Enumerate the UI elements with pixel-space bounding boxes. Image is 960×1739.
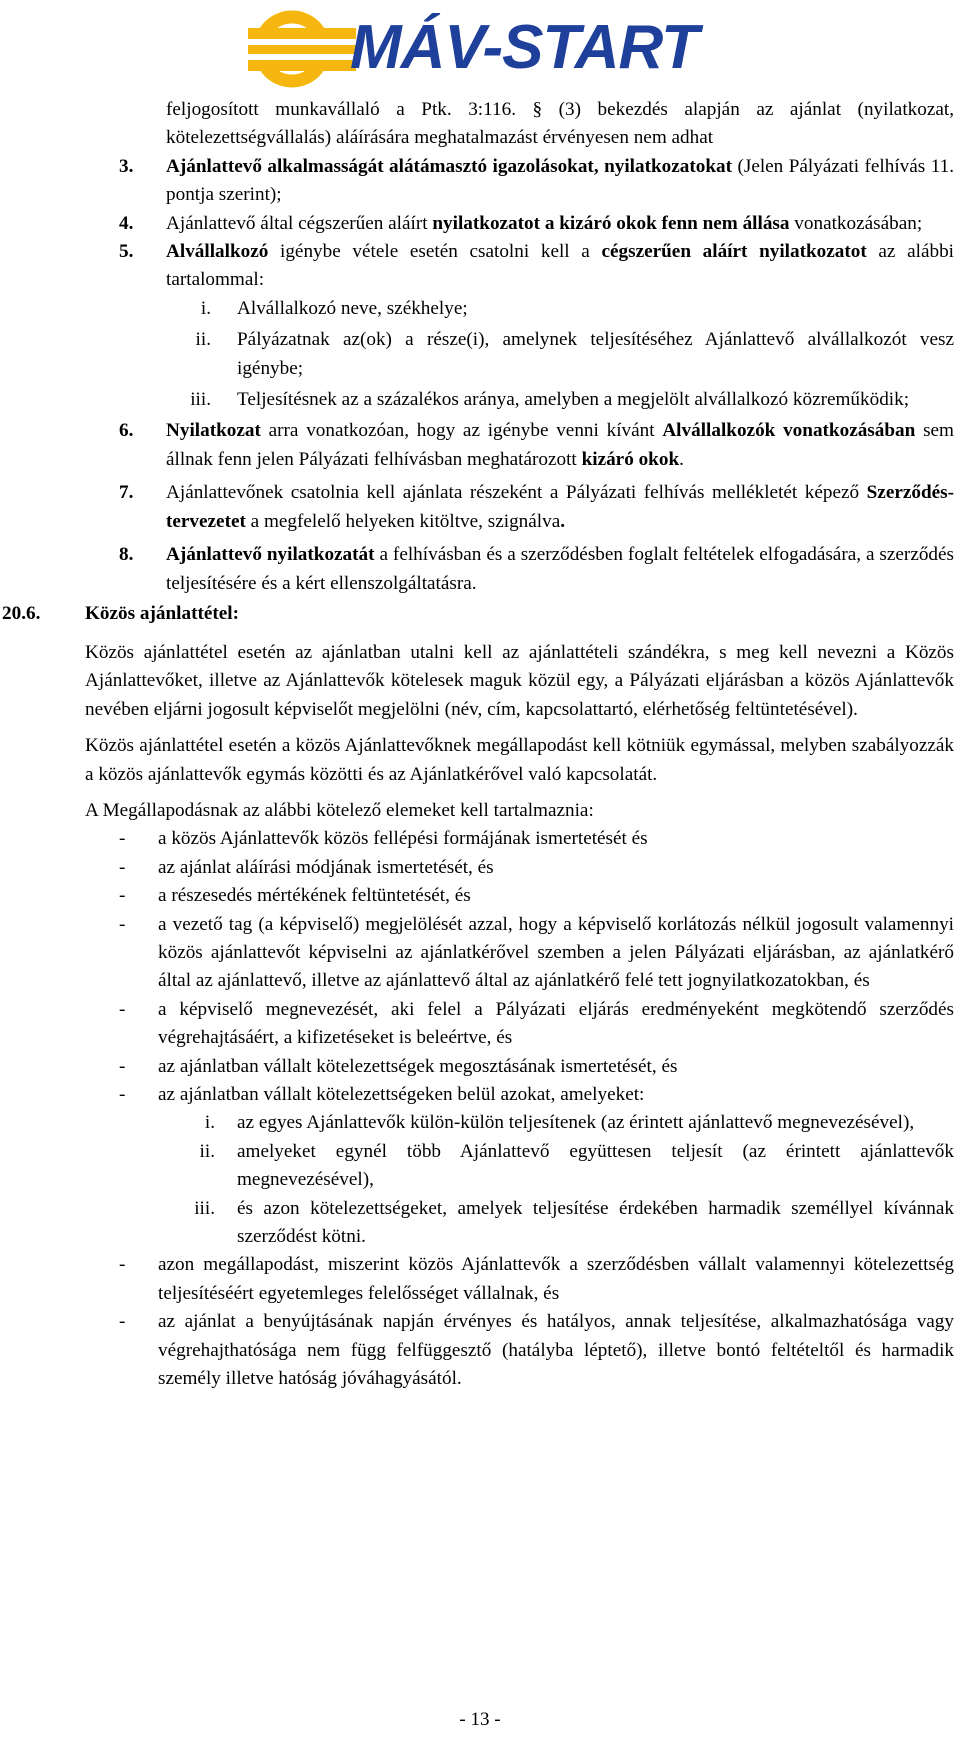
section-title: Közös ajánlattétel:: [85, 602, 239, 624]
dash-item-text: a képviselő megnevezését, aki felel a Pályázati eljárás eredményeként megkötendő szerződés végrehajtásáért, a kifizetéseket is beleértve, és: [158, 998, 954, 1049]
item-text: Alvállalkozó igénybe vétele esetén csatolni kell a cégszerűen aláírt nyilatkozatot az alábbi tartalommal:: [166, 241, 955, 291]
item-text: Ajánlattevő által cégszerűen aláírt nyilatkozatot a kizáró okok fenn nem állása vonatkozásában;: [166, 212, 923, 234]
dash-marker: -: [119, 828, 126, 850]
dash-item-text: az ajánlat aláírási módjának ismertetését, és: [158, 856, 494, 878]
sub-item: [0, 386, 960, 414]
dash-item-text: az ajánlatban vállalt kötelezettségeken belül azokat, amelyeket:: [158, 1084, 645, 1105]
item-text: Ajánlattevő alkalmasságát alátámasztó igazolásokat, nyilatkozatokat (Jelen Pályázati felhívás 11. pontja szerint);: [166, 155, 954, 206]
sub-item: [0, 1195, 960, 1252]
sub-item-number: i.: [204, 1112, 215, 1134]
dash-item-text: a részesedés mértékének feltüntetését, és: [158, 885, 471, 907]
item-text: Ajánlattevőnek csatolnia kell ajánlata részeként a Pályázati felhívás mellékletét képező Szerződés-tervezetet a megfelelő helyeken kitöltve, szignálva.: [166, 482, 954, 532]
sub-item: [0, 326, 960, 383]
sub-item: [0, 1138, 960, 1195]
dash-list-item: [0, 1081, 960, 1109]
dash-marker: -: [119, 998, 126, 1020]
item-text: Ajánlattevő nyilatkozatát a felhívásban és a szerződésben foglalt feltételek elfogadására, a szerződés teljesítésére és a kért ellenszolgáltatásra.: [166, 544, 955, 594]
paragraph: Közös ajánlattétel esetén a közös Ajánlattevőknek megállapodást kell kötniük egymással, melyben szabályozzák a közös ajánlattevők egymás közötti és az Ajánlatkérővel való kapcsolatát.: [85, 735, 954, 785]
sub-item-number: iii.: [194, 1197, 215, 1219]
sub-item-text: az egyes Ajánlattevők külön-külön teljesítenek (az érintett ajánlattevő megnevezésével),: [237, 1112, 915, 1134]
list-item-5: [0, 238, 960, 295]
dash-list-item: [0, 1308, 960, 1393]
dash-marker: -: [119, 1055, 126, 1077]
sub-item-text: Alvállalkozó neve, székhelye;: [237, 297, 468, 319]
dash-item-text: az ajánlat a benyújtásának napján érvényes és hatályos, annak teljesítése, alkalmazhatósága vagy végrehajthatósága nem függ felfüggesztő (hatályba léptető), illetve bontó feltételtől és harmadik személy illetve hatóság jóváhagyásától.: [158, 1311, 954, 1390]
item-number: 3.: [119, 155, 134, 177]
sub-item-number: i.: [200, 297, 211, 319]
mav-start-emblem-icon: [248, 6, 358, 92]
dash-marker: -: [119, 856, 126, 878]
item-number: 8.: [119, 544, 134, 566]
dash-marker: -: [119, 1254, 126, 1276]
dash-marker: -: [119, 1311, 126, 1333]
page-number: - 13 -: [459, 1709, 501, 1730]
list-item-6: [0, 417, 960, 474]
list-item-3: [0, 153, 960, 210]
dash-item-text: azon megállapodást, miszerint közös Ajánlattevők a szerződésben vállalt valamennyi kötelezettség teljesítéséért egyetemleges felelősséget vállalnak, és: [158, 1254, 954, 1304]
item-number: 7.: [119, 482, 134, 504]
document-body: [0, 96, 960, 1393]
dash-list-item: [0, 825, 960, 853]
sub-item-text: és azon kötelezettségeket, amelyek teljesítése érdekében harmadik személlyel kívánnak szerződést kötni.: [237, 1197, 954, 1248]
dash-marker: -: [119, 913, 126, 935]
list-item-7: [0, 479, 960, 536]
dash-item-text: az ajánlatban vállalt kötelezettségek megosztásának ismertetését, és: [158, 1055, 678, 1077]
list-item-4: [0, 210, 960, 238]
sub-item-number: ii.: [195, 329, 211, 351]
sub-item-text: amelyeket egynél több Ajánlattevő együttesen teljesít (az érintett ajánlattevők megnevezésével),: [237, 1140, 954, 1191]
sub-item-text: Pályázatnak az(ok) a része(i), amelynek teljesítéséhez Ajánlattevő alvállalkozót vesz igénybe;: [237, 329, 954, 379]
dash-list-item: [0, 1251, 960, 1308]
intro-paragraph: feljogosított munkavállaló a Ptk. 3:116. § (3) bekezdés alapján az ajánlat (nyilatkozat, kötelezettségvállalás) aláírására meghatalmazást érvényesen nem adhat: [166, 99, 954, 149]
sub-item-text: Teljesítésnek az a százalékos aránya, amelyben a megjelölt alvállalkozó közreműködik;: [237, 389, 910, 411]
dash-marker: -: [119, 885, 126, 907]
dash-item-text: a közös Ajánlattevők közös fellépési formájának ismertetését és: [158, 828, 648, 850]
sub-item-number: ii.: [199, 1140, 215, 1162]
paragraph: Közös ajánlattétel esetén az ajánlatban utalni kell az ajánlattételi szándékra, s meg kell nevezni a Közös Ajánlattevőket, illetve az Ajánlattevők kötelesek maguk közül egy, a Pályázati eljárásban a közös Ajánlattevők nevében eljárni jogosult képviselőt megjelölni (név, cím, kapcsolattartó, elérhetőség feltüntetésével).: [85, 641, 954, 720]
sub-item: [0, 295, 960, 323]
sub-item-number: iii.: [190, 389, 211, 411]
dash-marker: -: [119, 1084, 126, 1105]
section-number: 20.6.: [2, 602, 41, 624]
dash-item-text: a vezető tag (a képviselő) megjelölését azzal, hogy a képviselő korlátozás nélkül jogosult valamennyi közös ajánlattevőt képviselni az ajánlatkérővel szemben a jelen Pályázati eljárásban, az ajánlatkérő által az ajánlattevő, illetve az ajánlattevő által az ajánlatkérő felé tett jognyilatkozatokban, és: [158, 913, 954, 992]
logo-wordmark: MÁV-START: [350, 13, 699, 82]
section-heading: [0, 600, 960, 630]
item-number: 5.: [119, 241, 134, 263]
dash-list-item: [0, 882, 960, 910]
dash-list-item: [0, 996, 960, 1053]
dash-list-item: [0, 911, 960, 996]
paragraph: A Megállapodásnak az alábbi kötelező elemeket kell tartalmaznia:: [85, 799, 594, 821]
dash-list-item: [0, 854, 960, 882]
item-number: 4.: [119, 212, 134, 234]
sub-item: [0, 1109, 960, 1137]
list-item-8: [0, 541, 960, 598]
item-number: 6.: [119, 420, 134, 442]
dash-list-item: [0, 1053, 960, 1081]
mav-start-logo: [248, 6, 699, 92]
item-text: Nyilatkozat arra vonatkozóan, hogy az igénybe venni kívánt Alvállalkozók vonatkozásában sem állnak fenn jelen Pályázati felhívásban meghatározott kizáró okok.: [166, 420, 954, 470]
